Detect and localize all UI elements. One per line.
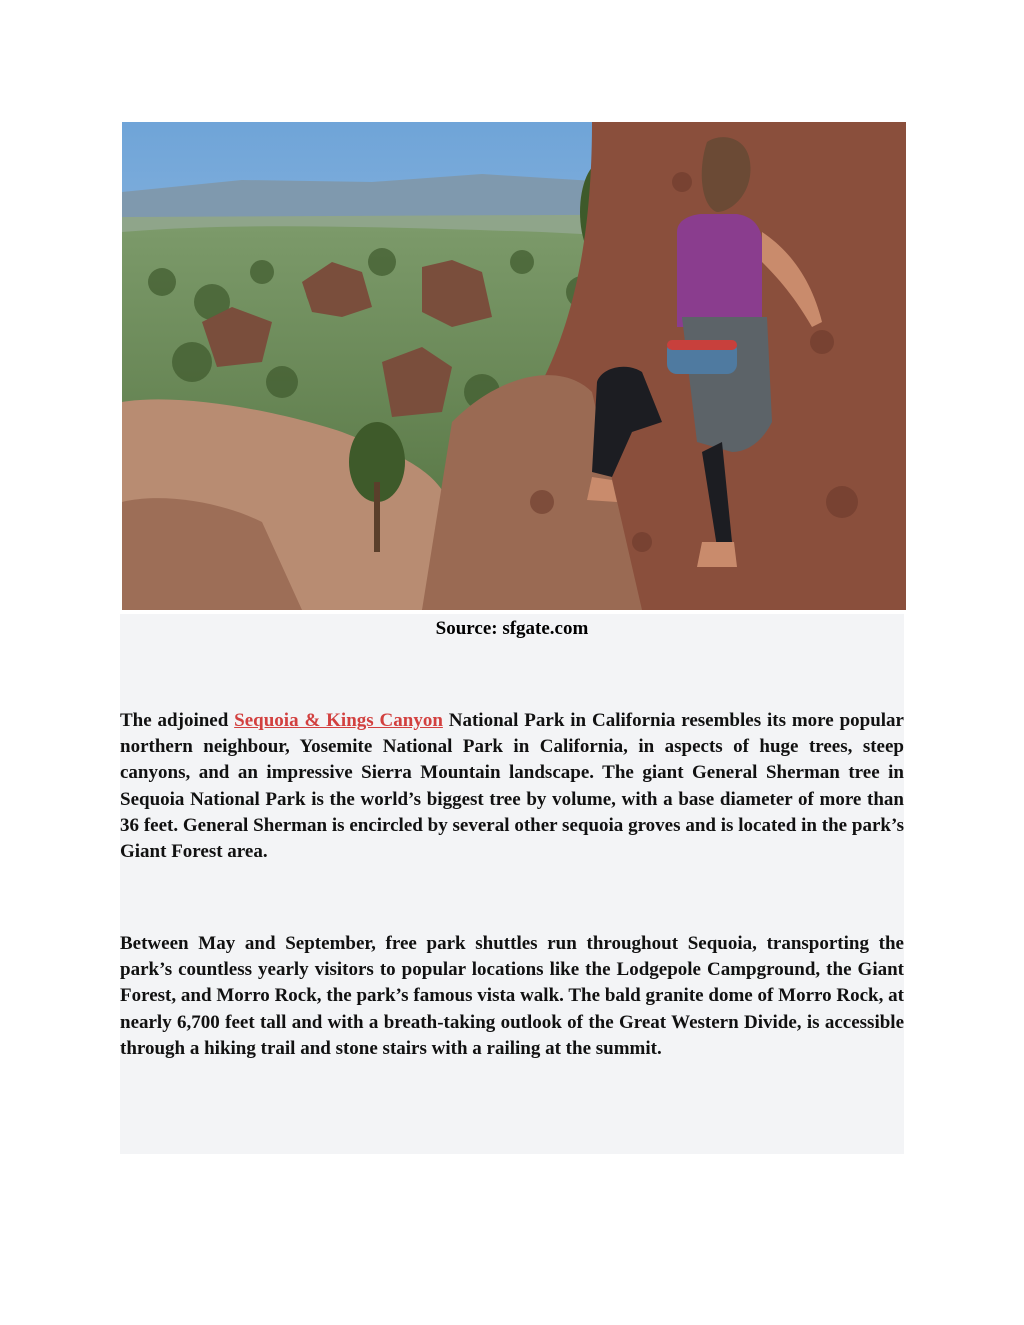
photo-caption: Source: sfgate.com <box>435 618 589 639</box>
paragraph-text-rest: National Park in California resembles its more popular northern neighbour, Yosemite National Park in California, in aspects of huge trees, steep canyons, and an impressive Sierra Mountain landscape. The giant General Sherman tree in Sequoia National Park is the world’s biggest tree by volume, with a base diameter of more than 36 feet. General Sherman is encircled by several other sequoia groves and is located in the park’s Giant Forest area. <box>120 710 904 863</box>
paragraph-sequoia-intro <box>120 708 904 865</box>
sequoia-kings-canyon-link[interactable]: Sequoia & Kings Canyon <box>234 710 443 731</box>
hero-photo <box>122 122 906 610</box>
hero-photo-illustration <box>122 122 906 610</box>
paragraph-text-lead: The adjoined <box>120 710 235 731</box>
content-band <box>120 614 904 1154</box>
paragraph-shuttles: Between May and September, free park shuttles run throughout Sequoia, transporting the park’s countless yearly visitors to popular locations like the Lodgepole Campground, the Giant Forest, and Morro Rock, the park’s famous vista walk. The bald granite dome of Morro Rock, at nearly 6,700 feet tall and with a breath-taking outlook of the Great Western Divide, is accessible through a hiking trail and stone stairs with a railing at the summit. <box>120 933 904 1059</box>
